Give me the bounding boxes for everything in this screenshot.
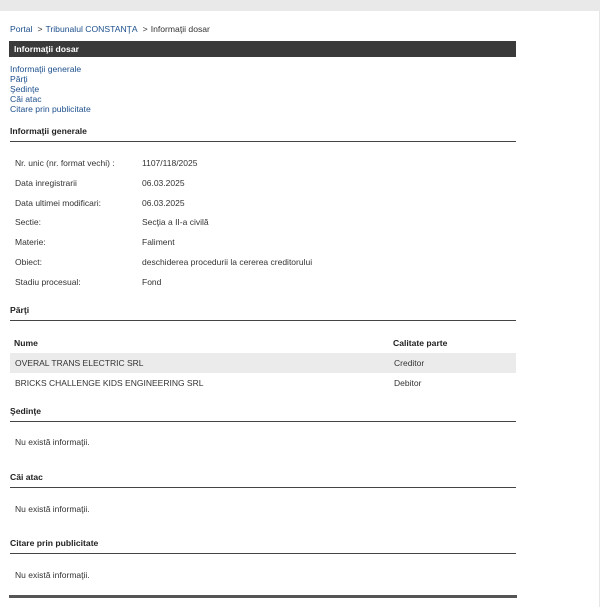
- section-heading-hearings: Şedinţe: [10, 406, 516, 422]
- anchor-link-parties[interactable]: Părţi: [10, 74, 28, 84]
- breadcrumb-separator: >: [37, 24, 43, 34]
- anchor-link-general[interactable]: Informaţii generale: [10, 64, 82, 74]
- info-label: Obiect:: [15, 257, 42, 267]
- section-heading-general: Informaţii generale: [10, 126, 516, 142]
- info-value: 06.03.2025: [142, 198, 185, 208]
- empty-state-message: Nu există informaţii.: [15, 437, 90, 447]
- breadcrumb: [10, 24, 210, 34]
- section-anchor-list: [10, 64, 91, 114]
- section-heading-parties: Părţi: [10, 305, 516, 321]
- anchor-link-appeals[interactable]: Căi atac: [10, 94, 42, 104]
- breadcrumb-portal-link[interactable]: Portal: [10, 24, 33, 34]
- info-value: Fond: [142, 277, 162, 287]
- info-value: 06.03.2025: [142, 178, 185, 188]
- party-name: BRICKS CHALLENGE KIDS ENGINEERING SRL: [15, 378, 204, 388]
- table-row: [10, 373, 516, 393]
- anchor-link-hearings[interactable]: Şedinţe: [10, 84, 40, 94]
- party-name: OVERAL TRANS ELECTRIC SRL: [15, 358, 144, 368]
- info-label: Sectie:: [15, 217, 41, 227]
- info-label: Data ultimei modificari:: [15, 198, 101, 208]
- breadcrumb-current: Informaţii dosar: [150, 24, 210, 34]
- section-heading-publication: Citare prin publicitate: [10, 538, 516, 554]
- column-header-name: Nume: [14, 338, 38, 348]
- empty-state-message: Nu există informaţii.: [15, 570, 90, 580]
- party-role: Creditor: [394, 358, 425, 368]
- info-value: Secţia a II-a civilă: [142, 217, 209, 227]
- info-label: Nr. unic (nr. format vechi) :: [15, 158, 115, 168]
- info-value: 1107/118/2025: [142, 158, 198, 168]
- breadcrumb-separator: >: [142, 24, 148, 34]
- info-label: Stadiu procesual:: [15, 277, 81, 287]
- breadcrumb-court-link[interactable]: Tribunalul CONSTANŢA: [45, 24, 138, 34]
- party-role: Debitor: [394, 378, 422, 388]
- top-bar: [0, 0, 600, 11]
- page-title: Informaţii dosar: [9, 41, 516, 57]
- info-label: Data inregistrarii: [15, 178, 77, 188]
- section-heading-appeals: Căi atac: [10, 472, 516, 488]
- table-row: [10, 353, 516, 373]
- column-header-role: Calitate parte: [393, 338, 448, 348]
- info-value: Faliment: [142, 237, 175, 247]
- anchor-link-publication[interactable]: Citare prin publicitate: [10, 104, 91, 114]
- footer-divider: [9, 595, 517, 598]
- empty-state-message: Nu există informaţii.: [15, 504, 90, 514]
- info-label: Materie:: [15, 237, 46, 247]
- info-value: deschiderea procedurii la cererea creditorului: [142, 257, 313, 267]
